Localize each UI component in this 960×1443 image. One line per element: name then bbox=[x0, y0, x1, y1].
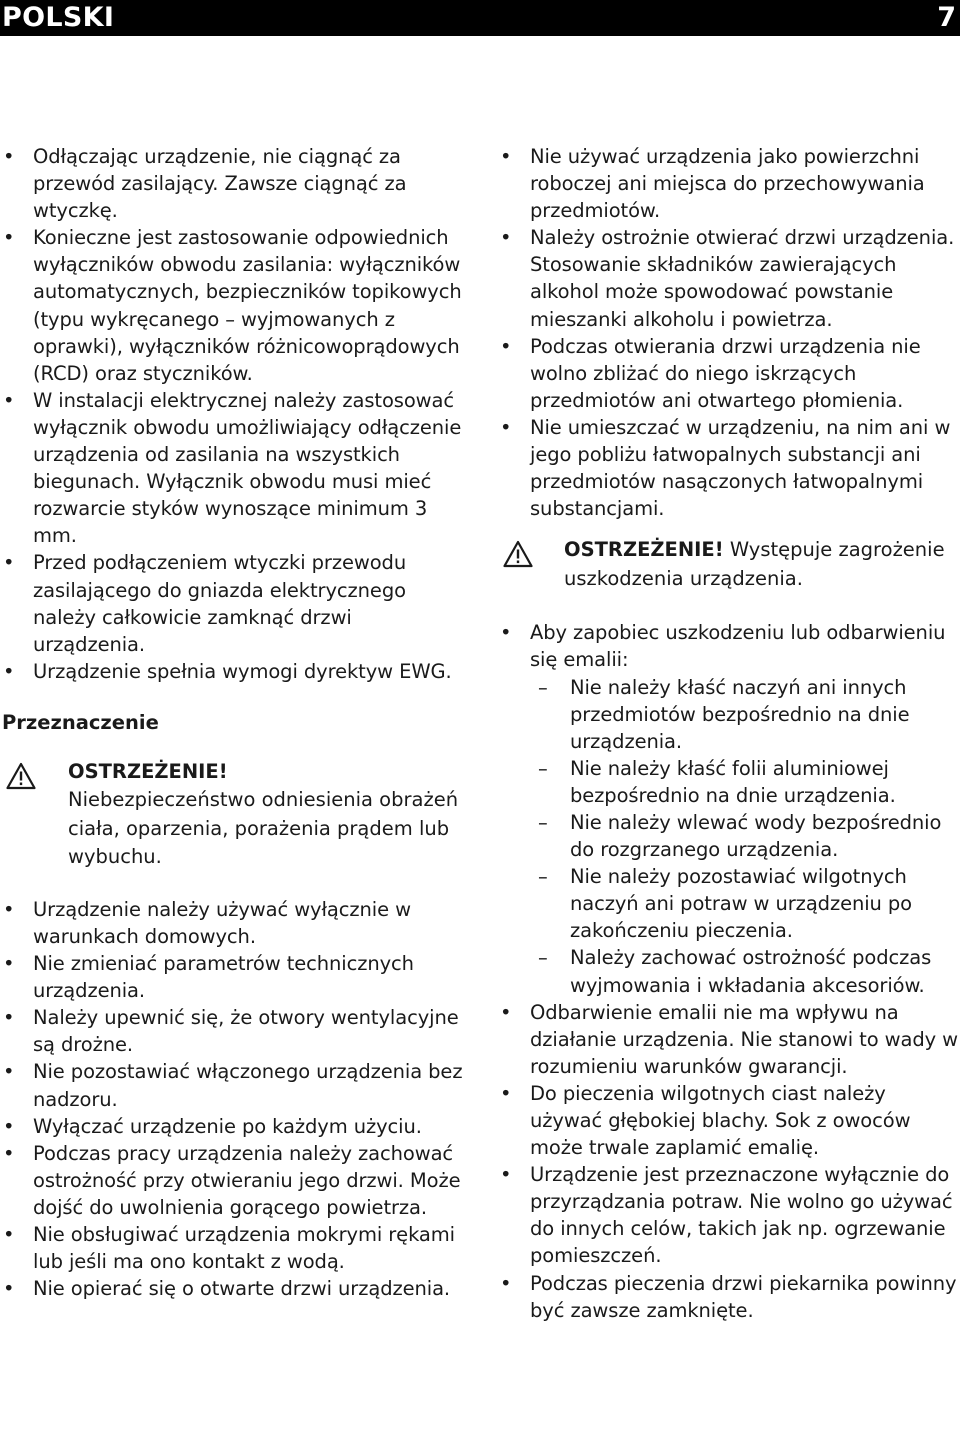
section-heading: Przeznaczenie bbox=[2, 710, 159, 734]
left-column bbox=[0, 143, 466, 1302]
list-item bbox=[497, 619, 960, 998]
list-item: • Nie używać urządzenia jako powierzchni roboczej ani miejsca do przechowywania przedmiotów. bbox=[497, 143, 960, 224]
warning-text: Niebezpieczeństwo odniesienia obrażeń ciała, oparzenia, porażenia prądem lub wybuchu. bbox=[68, 788, 459, 869]
list-item: • Podczas pieczenia drzwi piekarnika powinny być zawsze zamknięte. bbox=[497, 1270, 960, 1324]
list-item: • Konieczne jest zastosowanie odpowiednich wyłączników obwodu zasilania: wyłączników automatycznych, bezpieczników topikowych (typu wykręcanego – wyjmowanych z oprawki), wyłączników różnicowoprądowych (RCD) oraz styczników. bbox=[0, 224, 466, 387]
list-item: • Nie obsługiwać urządzenia mokrymi rękami lub jeśli ma ono kontakt z wodą. bbox=[0, 1221, 466, 1275]
warning-label: OSTRZEŻENIE! bbox=[564, 538, 724, 562]
warning-triangle-icon bbox=[503, 540, 533, 568]
list-item: • Należy ostrożnie otwierać drzwi urządzenia. Stosowanie składników zawierających alkohol może spowodować powstanie mieszanki alkoholu i powietrza. bbox=[497, 224, 960, 332]
list-item: • Nie opierać się o otwarte drzwi urządzenia. bbox=[0, 1275, 466, 1302]
safety-list-bottom bbox=[0, 896, 466, 1302]
list-item: • Przed podłączeniem wtyczki przewodu zasilającego do gniazda elektrycznego należy całkowicie zamknąć drzwi urządzenia. bbox=[0, 549, 466, 657]
warning-text: Występuje zagrożenie uszkodzenia urządzenia. bbox=[564, 538, 945, 590]
sub-list-item: – Nie należy wlewać wody bezpośrednio do rozgrzanego urządzenia. bbox=[530, 809, 960, 863]
page-number: 7 bbox=[937, 2, 956, 33]
list-item: • W instalacji elektrycznej należy zastosować wyłącznik obwodu umożliwiający odłączenie urządzenia od zasilania na wszystkich biegunach. Wyłącznik obwodu musi mieć rozwarcie styków wynoszące minimum 3 mm. bbox=[0, 387, 466, 550]
safety-list-top bbox=[497, 143, 960, 522]
list-item: • Podczas pracy urządzenia należy zachować ostrożność przy otwieraniu jego drzwi. Może dojść do uwolnienia gorącego powietrza. bbox=[0, 1140, 466, 1221]
list-item: • Nie umieszczać w urządzeniu, na nim ani w jego pobliżu łatwopalnych substancji ani przedmiotów nasączonych łatwopalnymi substancjami. bbox=[497, 414, 960, 522]
list-item: • Do pieczenia wilgotnych ciast należy używać głębokiej blachy. Sok z owoców może trwale zaplamić emalię. bbox=[497, 1080, 960, 1161]
enamel-list bbox=[497, 619, 960, 1323]
safety-list-top bbox=[0, 143, 466, 685]
enamel-sublist bbox=[530, 674, 960, 999]
page-header bbox=[0, 0, 960, 36]
warning-label: OSTRZEŻENIE! bbox=[68, 759, 228, 783]
list-item: • Urządzenie spełnia wymogi dyrektyw EWG. bbox=[0, 658, 466, 685]
list-item: • Odłączając urządzenie, nie ciągnąć za przewód zasilający. Zawsze ciągnąć za wtyczkę. bbox=[0, 143, 466, 224]
list-item: • Nie zmieniać parametrów technicznych urządzenia. bbox=[0, 950, 466, 1004]
sub-list-item: – Nie należy kłaść folii aluminiowej bezpośrednio na dnie urządzenia. bbox=[530, 755, 960, 809]
sub-list-item: – Nie należy kłaść naczyń ani innych przedmiotów bezpośrednio na dnie urządzenia. bbox=[530, 674, 960, 755]
right-column bbox=[497, 143, 960, 1324]
list-item: • Należy upewnić się, że otwory wentylacyjne są drożne. bbox=[0, 1004, 466, 1058]
list-item: • Urządzenie jest przeznaczone wyłącznie do przyrządzania potraw. Nie wolno go używać do innych celów, takich jak np. ogrzewanie pomieszczeń. bbox=[497, 1161, 960, 1269]
sub-list-item: – Należy zachować ostrożność podczas wyjmowania i wkładania akcesoriów. bbox=[530, 944, 960, 998]
list-item: • Nie pozostawiać włączonego urządzenia bez nadzoru. bbox=[0, 1058, 466, 1112]
list-item-text: Aby zapobiec uszkodzeniu lub odbarwieniu się emalii: bbox=[530, 621, 946, 672]
warning-block bbox=[497, 536, 960, 593]
warning-content bbox=[564, 536, 960, 593]
page-language-title: POLSKI bbox=[2, 2, 115, 33]
list-item: • Urządzenie należy używać wyłącznie w warunkach domowych. bbox=[0, 896, 466, 950]
list-item: • Wyłączać urządzenie po każdym użyciu. bbox=[0, 1113, 466, 1140]
list-item: • Odbarwienie emalii nie ma wpływu na działanie urządzenia. Nie stanowi to wady w rozumieniu warunków gwarancji. bbox=[497, 999, 960, 1080]
list-item: • Podczas otwierania drzwi urządzenia nie wolno zbliżać do niego iskrzących przedmiotów ani otwartego płomienia. bbox=[497, 333, 960, 414]
sub-list-item: – Nie należy pozostawiać wilgotnych naczyń ani potraw w urządzeniu po zakończeniu pieczenia. bbox=[530, 863, 960, 944]
warning-block bbox=[0, 758, 466, 872]
warning-triangle-icon bbox=[6, 762, 36, 790]
